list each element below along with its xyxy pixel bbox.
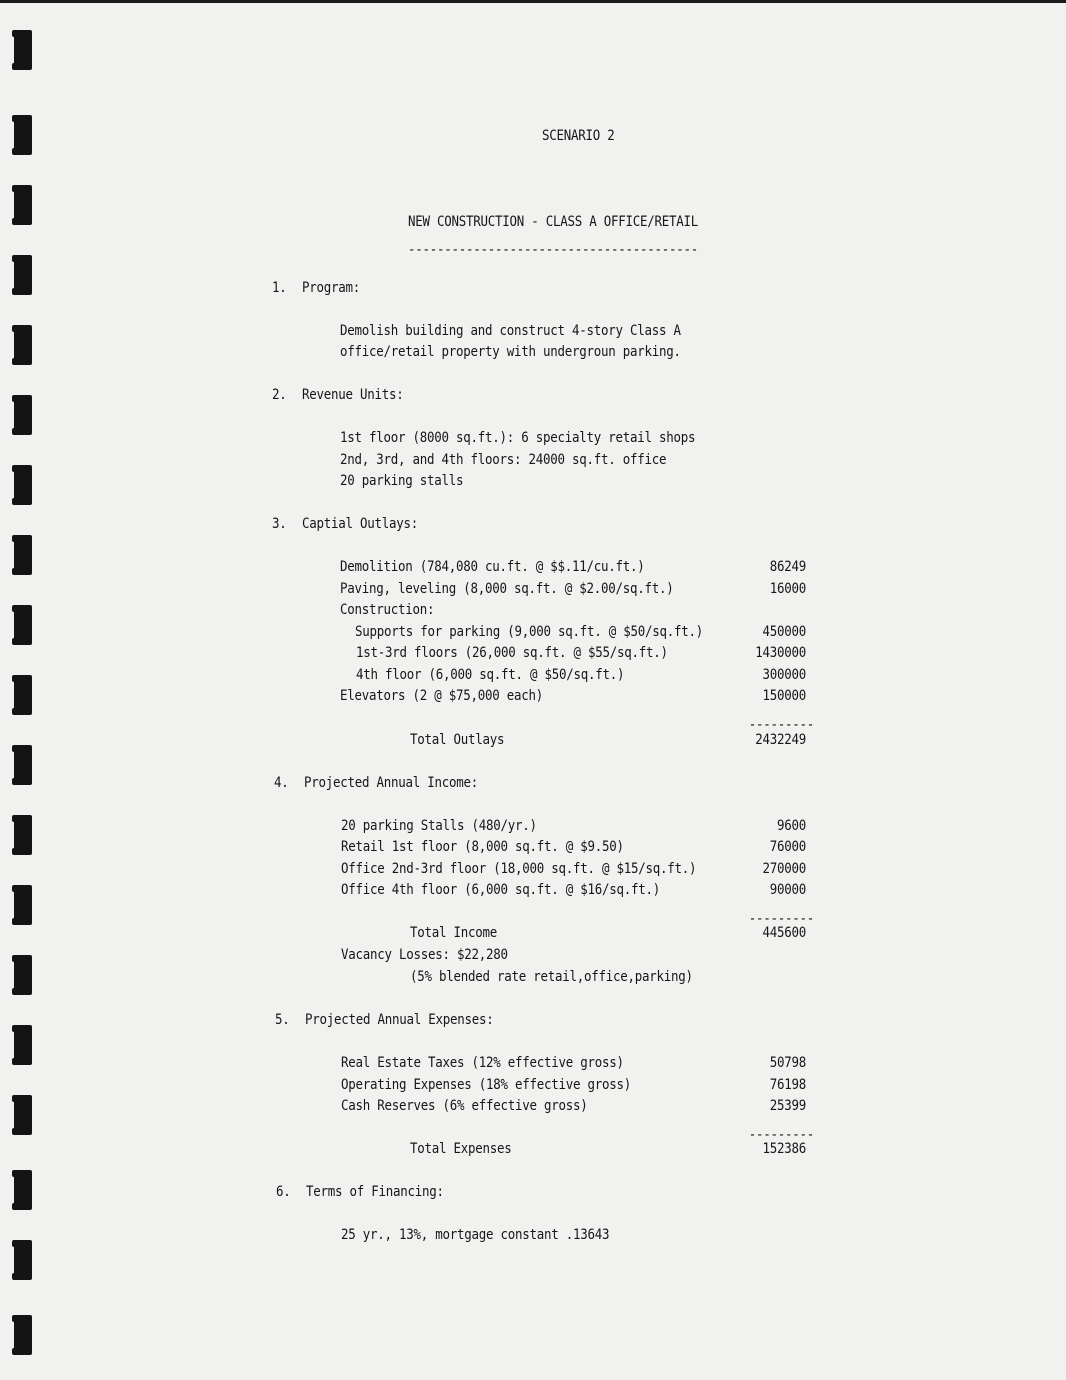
section-number: 5. xyxy=(275,1012,290,1028)
binder-holes xyxy=(14,30,38,1370)
section-heading-revenue-units: Revenue Units: xyxy=(302,387,404,403)
expense-total-value: 152386 xyxy=(762,1141,806,1157)
outlay-label: Supports for parking (9,000 sq.ft. @ $50/sq.ft.) xyxy=(355,624,703,640)
binder-hole xyxy=(14,1170,32,1210)
income-value: 270000 xyxy=(762,861,806,877)
outlay-value: 300000 xyxy=(762,667,806,683)
binder-hole xyxy=(14,255,32,295)
binder-hole xyxy=(14,1315,32,1355)
outlay-label: Elevators (2 @ $75,000 each) xyxy=(340,688,544,704)
outlay-value: 16000 xyxy=(769,581,806,597)
income-label: Office 4th floor (6,000 sq.ft. @ $16/sq.ft.) xyxy=(341,882,660,898)
outlay-value: 150000 xyxy=(762,688,806,704)
binder-hole xyxy=(14,535,32,575)
binder-hole xyxy=(14,955,32,995)
title-underline: ---------------------------------------- xyxy=(408,242,698,258)
income-label: Retail 1st floor (8,000 sq.ft. @ $9.50) xyxy=(341,839,624,855)
income-total-rule: --------- xyxy=(748,911,814,927)
financing-terms: 25 yr., 13%, mortgage constant .13643 xyxy=(341,1227,610,1243)
binder-hole xyxy=(14,395,32,435)
section-number: 6. xyxy=(276,1184,291,1200)
outlay-label: 1st-3rd floors (26,000 sq.ft. @ $55/sq.ft.) xyxy=(356,645,668,661)
expense-label: Cash Reserves (6% effective gross) xyxy=(341,1098,588,1114)
section-heading-program: Program: xyxy=(302,280,361,296)
expense-total-label: Total Expenses xyxy=(410,1141,512,1157)
outlay-label: Demolition (784,080 cu.ft. @ $$.11/cu.ft.) xyxy=(340,559,645,575)
page-top-edge xyxy=(0,0,1066,3)
expense-value: 25399 xyxy=(769,1098,806,1114)
binder-hole xyxy=(14,605,32,645)
section-number: 4. xyxy=(274,775,289,791)
revenue-unit-line: 1st floor (8000 sq.ft.): 6 specialty retail shops xyxy=(340,430,696,446)
outlay-total-label: Total Outlays xyxy=(410,732,505,748)
program-line: Demolish building and construct 4-story Class A xyxy=(340,323,681,339)
binder-hole xyxy=(14,1095,32,1135)
income-label: Office 2nd-3rd floor (18,000 sq.ft. @ $15/sq.ft.) xyxy=(341,861,697,877)
income-total-label: Total Income xyxy=(410,925,498,941)
outlay-label: Construction: xyxy=(340,602,435,618)
binder-hole xyxy=(14,1025,32,1065)
document-title: NEW CONSTRUCTION - CLASS A OFFICE/RETAIL xyxy=(408,214,698,230)
expense-value: 76198 xyxy=(769,1077,806,1093)
income-label: 20 parking Stalls (480/yr.) xyxy=(341,818,537,834)
binder-hole xyxy=(14,885,32,925)
outlay-label: 4th floor (6,000 sq.ft. @ $50/sq.ft.) xyxy=(356,667,625,683)
section-heading-annual-expenses: Projected Annual Expenses: xyxy=(305,1012,494,1028)
vacancy-note: (5% blended rate retail,office,parking) xyxy=(410,969,693,985)
income-value: 90000 xyxy=(769,882,806,898)
binder-hole xyxy=(14,815,32,855)
outlay-value: 1430000 xyxy=(755,645,806,661)
binder-hole xyxy=(14,675,32,715)
outlay-label: Paving, leveling (8,000 sq.ft. @ $2.00/sq.ft.) xyxy=(340,581,674,597)
binder-hole xyxy=(14,745,32,785)
section-number: 1. xyxy=(272,280,287,296)
section-heading-financing: Terms of Financing: xyxy=(306,1184,444,1200)
section-number: 3. xyxy=(272,516,287,532)
binder-hole xyxy=(14,185,32,225)
section-heading-annual-income: Projected Annual Income: xyxy=(304,775,479,791)
binder-hole xyxy=(14,465,32,505)
expense-label: Operating Expenses (18% effective gross) xyxy=(341,1077,631,1093)
revenue-unit-line: 2nd, 3rd, and 4th floors: 24000 sq.ft. office xyxy=(340,452,667,468)
outlay-total-rule: --------- xyxy=(748,717,814,733)
outlay-value: 450000 xyxy=(762,624,806,640)
scenario-label: SCENARIO 2 xyxy=(542,128,615,144)
income-value: 9600 xyxy=(776,818,806,834)
binder-hole xyxy=(14,325,32,365)
binder-hole xyxy=(14,115,32,155)
binder-hole xyxy=(14,30,32,70)
income-value: 76000 xyxy=(769,839,806,855)
expense-label: Real Estate Taxes (12% effective gross) xyxy=(341,1055,624,1071)
income-total-value: 445600 xyxy=(762,925,806,941)
section-number: 2. xyxy=(272,387,287,403)
binder-hole xyxy=(14,1240,32,1280)
outlay-value: 86249 xyxy=(769,559,806,575)
revenue-unit-line: 20 parking stalls xyxy=(340,473,464,489)
expense-value: 50798 xyxy=(769,1055,806,1071)
outlay-total-value: 2432249 xyxy=(755,732,806,748)
expense-total-rule: --------- xyxy=(748,1127,814,1143)
section-heading-capital-outlays: Captial Outlays: xyxy=(302,516,419,532)
vacancy-losses: Vacancy Losses: $22,280 xyxy=(341,947,508,963)
program-line: office/retail property with undergroun parking. xyxy=(340,344,681,360)
